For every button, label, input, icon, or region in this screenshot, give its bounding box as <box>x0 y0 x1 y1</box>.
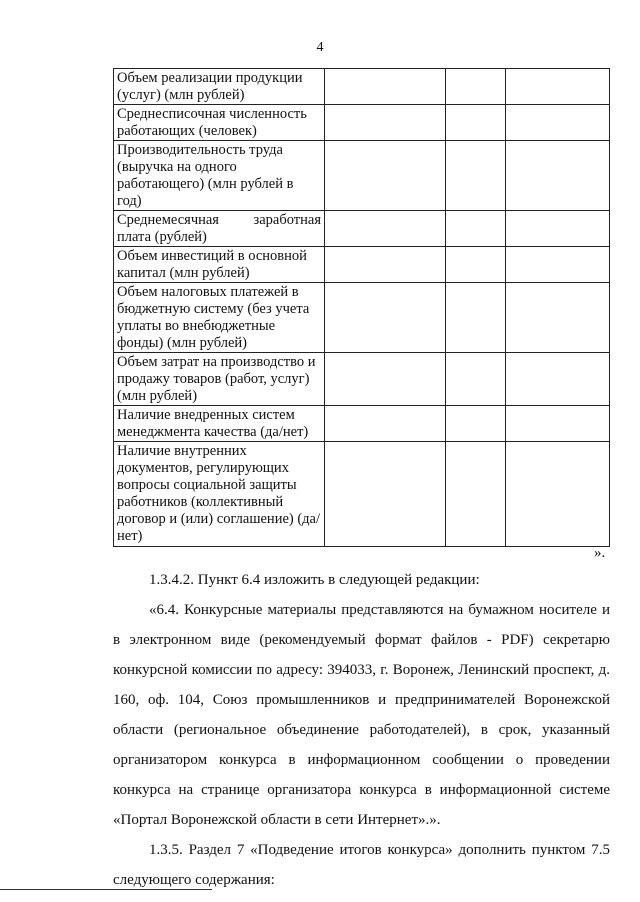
table-cell <box>506 247 610 283</box>
table-cell <box>446 283 506 353</box>
table-row <box>114 283 610 353</box>
row-label: Объем инвестиций в основной капитал (млн рублей) <box>114 247 325 283</box>
paragraph-6-4: «6.4. Конкурсные материалы представляются на бумажном носителе и в электронном виде (рекомендуемый формат файлов - PDF) секретарю конкурсной комиссии по адресу: 394033, г. Воронеж, Ленинский проспект, д. 160, оф. 104, Союз промышленников и предпринимателей Воронежской области (региональное объединение работодателей), в срок, указанный организатором конкурса в информационном сообщении о проведении конкурса на странице организатора конкурса в информационной системе «Портал Воронежской области в сети Интернет».». <box>113 602 610 828</box>
table-cell <box>446 69 506 105</box>
table-row <box>114 211 610 247</box>
table-cell <box>325 211 446 247</box>
table-cell <box>506 406 610 442</box>
table-cell <box>325 105 446 141</box>
row-label: Объем реализации продукции (услуг) (млн рублей) <box>114 69 325 105</box>
table-row <box>114 141 610 211</box>
footer-divider <box>0 889 212 890</box>
table-row <box>114 105 610 141</box>
table-cell <box>446 211 506 247</box>
row-label: Среднесписочная численность работающих (человек) <box>114 105 325 141</box>
row-label: Наличие внутренних документов, регулирующих вопросы социальной защиты работников (коллективный договор и (или) соглашение) (да/нет) <box>114 442 325 547</box>
table-cell <box>446 442 506 547</box>
indicators-table <box>113 68 610 547</box>
table-cell <box>506 141 610 211</box>
table-cell <box>325 283 446 353</box>
table-row <box>114 353 610 406</box>
amendment-text <box>113 565 610 895</box>
table-cell <box>446 406 506 442</box>
table-row <box>114 69 610 105</box>
row-label: Наличие внедренных систем менеджмента качества (да/нет) <box>114 406 325 442</box>
table-cell <box>506 69 610 105</box>
row-label-first-line <box>117 212 321 229</box>
row-label-left: Среднемесячная <box>117 212 219 228</box>
table-cell <box>325 247 446 283</box>
table-cell <box>506 442 610 547</box>
table-cell <box>325 141 446 211</box>
row-label: Производительность труда (выручка на одного работающего) (млн рублей в год) <box>114 141 325 211</box>
table-cell <box>446 105 506 141</box>
table-cell <box>446 353 506 406</box>
row-label <box>114 211 325 247</box>
row-label-rest: плата (рублей) <box>117 229 207 245</box>
table-cell <box>506 105 610 141</box>
table-cell <box>446 247 506 283</box>
table-row <box>114 406 610 442</box>
table-cell <box>325 69 446 105</box>
table-cell <box>446 141 506 211</box>
table-cell <box>506 211 610 247</box>
row-label: Объем налоговых платежей в бюджетную систему (без учета уплаты во внебюджетные фонды) (млн рублей) <box>114 283 325 353</box>
table-cell <box>325 353 446 406</box>
table-cell <box>506 283 610 353</box>
paragraph-1-3-5: 1.3.5. Раздел 7 «Подведение итогов конкурса» дополнить пунктом 7.5 следующего содержания: <box>113 842 610 888</box>
table-row <box>114 247 610 283</box>
row-label-right: заработная <box>253 212 321 228</box>
table-row <box>114 442 610 547</box>
page-number: 4 <box>316 40 324 55</box>
closing-quote: ». <box>594 545 606 561</box>
table-cell <box>506 353 610 406</box>
row-label: Объем затрат на производство и продажу товаров (работ, услуг) (млн рублей) <box>114 353 325 406</box>
paragraph-1-3-4-2: 1.3.4.2. Пункт 6.4 изложить в следующей редакции: <box>149 572 480 588</box>
table-cell <box>325 442 446 547</box>
table-cell <box>325 406 446 442</box>
